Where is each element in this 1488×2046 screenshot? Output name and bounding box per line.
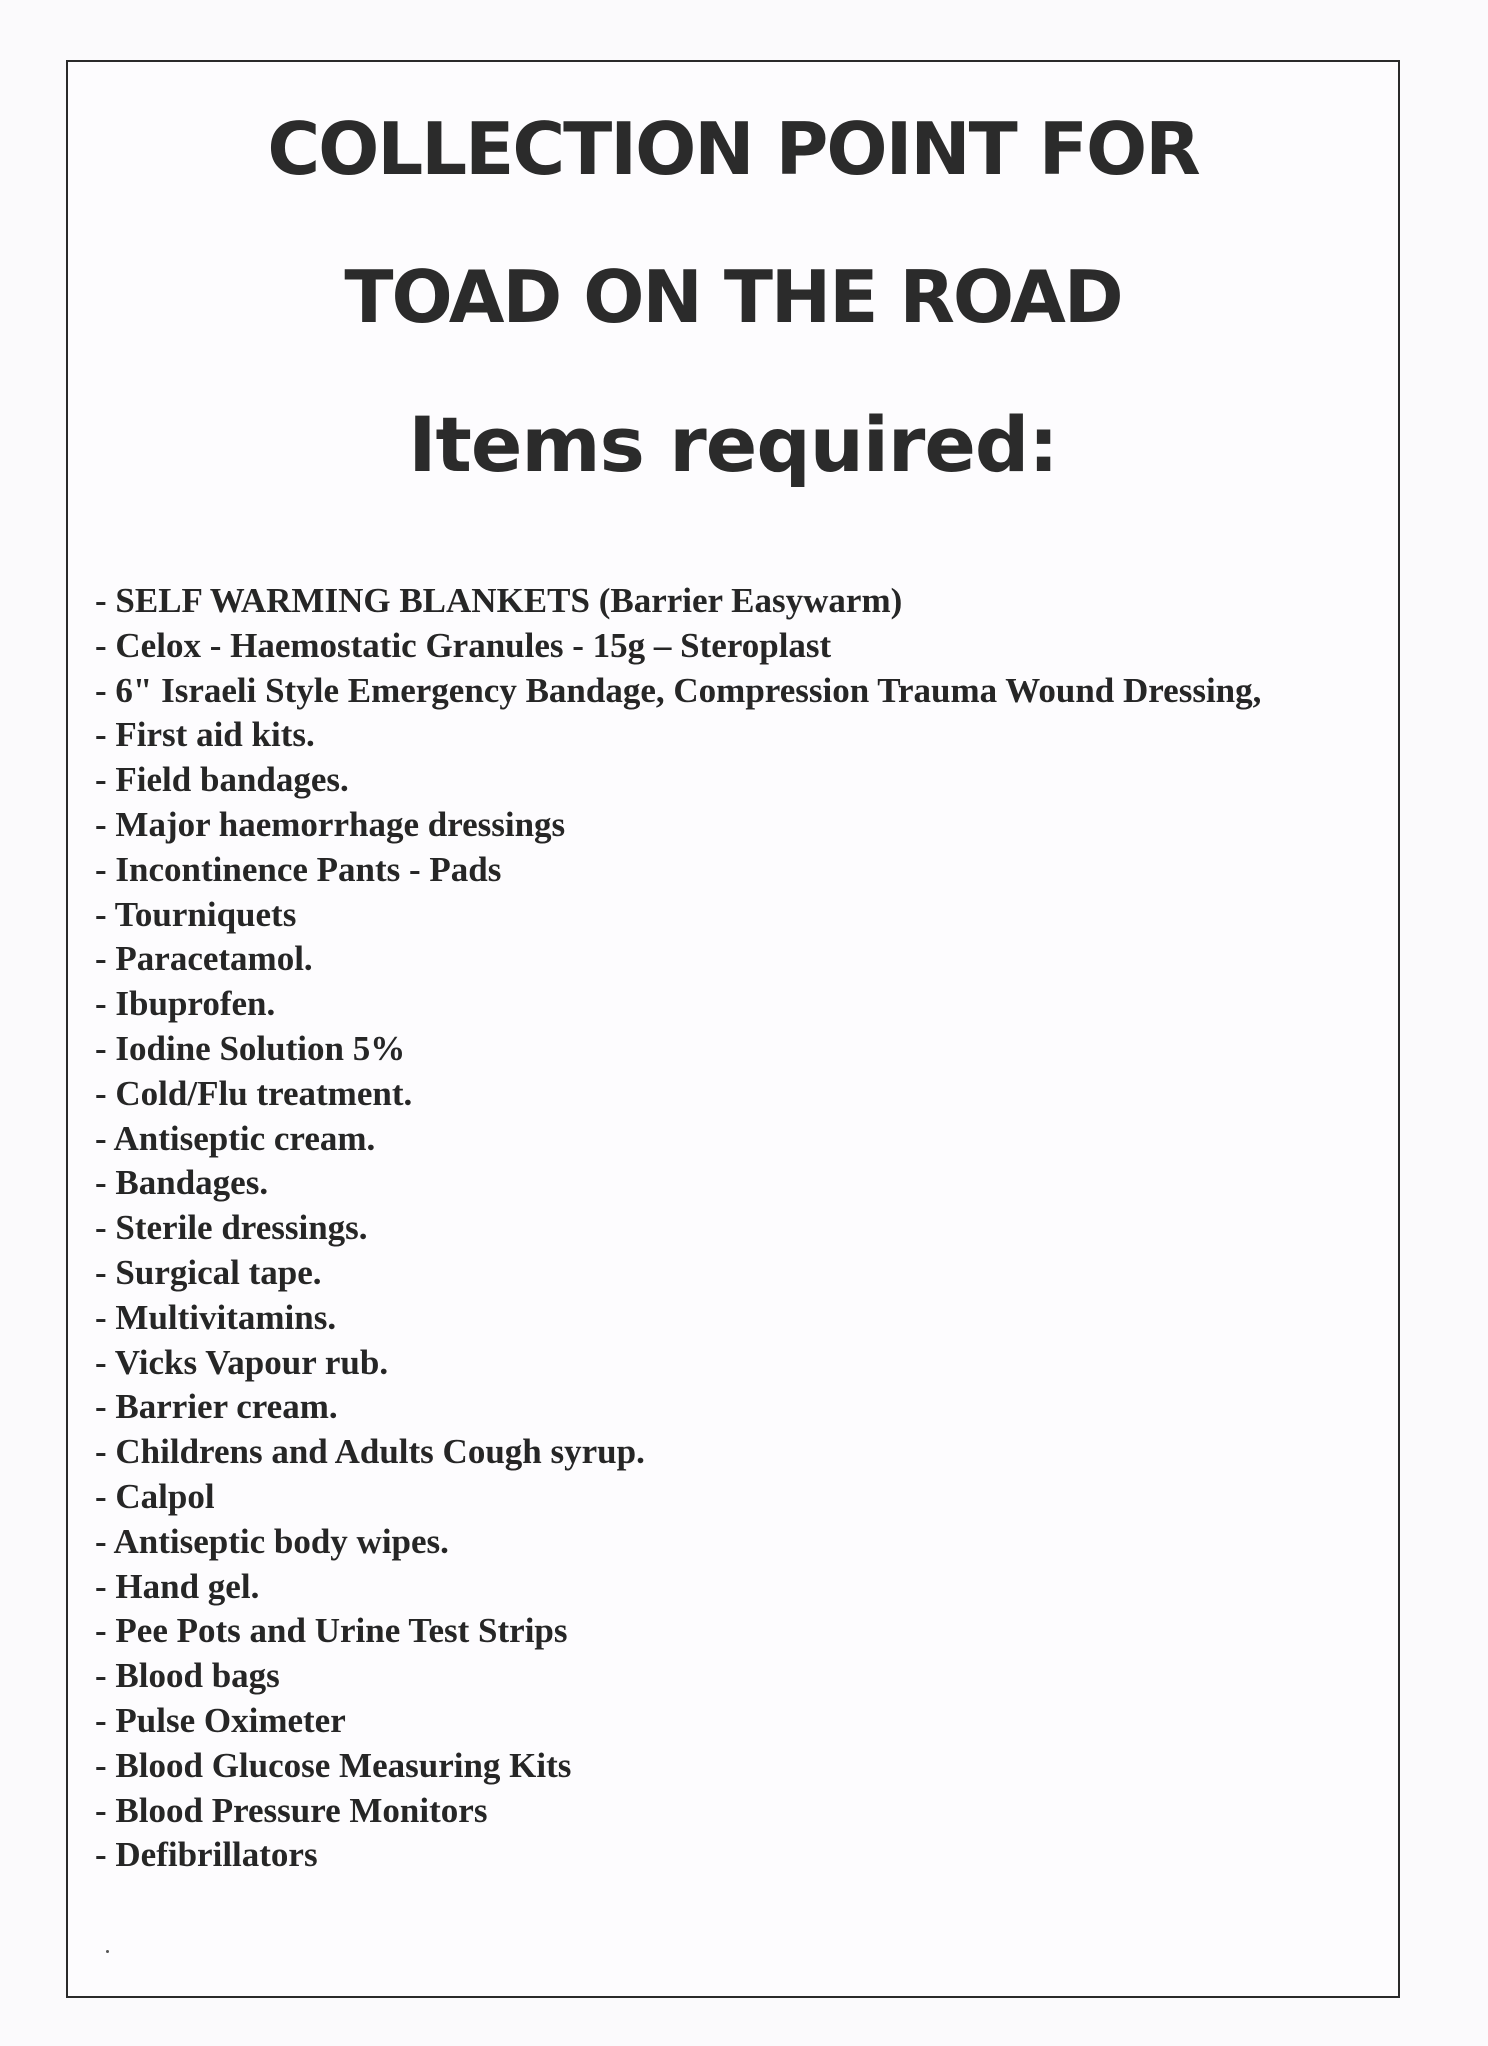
list-item: - Sterile dressings. — [95, 1208, 368, 1248]
list-item: - Surgical tape. — [95, 1252, 322, 1292]
list-item: - Vicks Vapour rub. — [95, 1342, 389, 1382]
list-item: - Barrier cream. — [95, 1387, 338, 1427]
list-item: - Antiseptic cream. — [95, 1118, 376, 1158]
list-item: - Childrens and Adults Cough syrup. — [95, 1432, 645, 1472]
list-item: - Pulse Oximeter — [95, 1700, 346, 1740]
list-item: - Hand gel. — [95, 1566, 260, 1606]
list-item: - Incontinence Pants - Pads — [95, 849, 502, 889]
list-item: - Blood bags — [95, 1656, 280, 1696]
list-item: - SELF WARMING BLANKETS (Barrier Easywarm) — [95, 581, 903, 620]
list-item: - Bandages. — [95, 1163, 269, 1203]
list-item: - Pee Pots and Urine Test Strips — [95, 1611, 568, 1651]
list-item: - Major haemorrhage dressings — [95, 804, 566, 844]
list-item: - Celox - Haemostatic Granules - 15g – Steroplast — [95, 625, 832, 665]
list-item: - Antiseptic body wipes. — [95, 1521, 449, 1561]
list-item: - Field bandages. — [95, 760, 349, 800]
list-item: - Calpol — [95, 1476, 215, 1516]
document-frame — [66, 60, 1400, 1998]
list-item: - Blood Glucose Measuring Kits — [95, 1745, 572, 1785]
list-item: - Iodine Solution 5% — [95, 1028, 406, 1068]
list-item: - Tourniquets — [95, 894, 297, 934]
items-list — [95, 579, 1371, 1878]
speck-mark — [106, 1950, 109, 1953]
list-item: - 6" Israeli Style Emergency Bandage, Compression Trauma Wound Dressing, — [95, 670, 1262, 710]
list-item: - First aid kits. — [95, 715, 315, 755]
list-item: - Ibuprofen. — [95, 984, 276, 1024]
list-item: - Cold/Flu treatment. — [95, 1073, 413, 1113]
list-item: - Multivitamins. — [95, 1297, 337, 1337]
list-item: - Defibrillators — [95, 1835, 318, 1875]
heading-toad-on-the-road: TOAD ON THE ROAD — [344, 255, 1122, 339]
heading-collection-point: COLLECTION POINT FOR — [267, 107, 1199, 191]
list-item: - Paracetamol. — [95, 939, 313, 979]
heading-items-required: Items required: — [408, 400, 1058, 489]
list-item: - Blood Pressure Monitors — [95, 1790, 488, 1830]
